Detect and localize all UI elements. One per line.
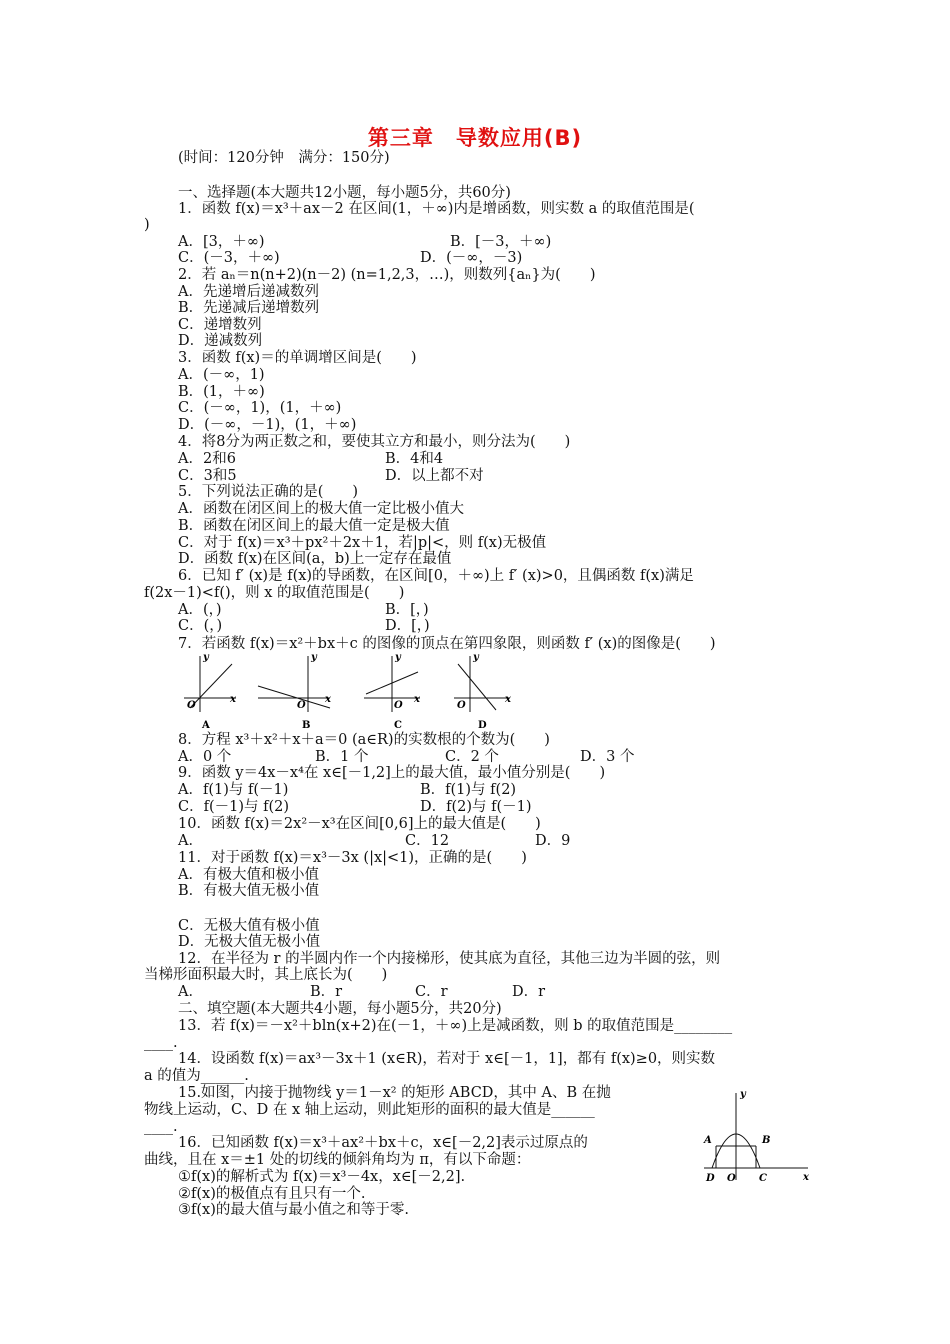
q14-stem-cont: a 的值为______.: [144, 1068, 249, 1084]
q9-option-b: B．f(1)与 f(2): [420, 782, 517, 798]
q7-b-x-label: x: [325, 694, 331, 705]
section-2-heading: 二、填空题(本大题共4小题，每小题5分，共20分): [178, 1001, 502, 1017]
page-title: 第三章 导数应用(B): [367, 126, 583, 150]
exam-meta: (时间：120分钟 满分：150分): [178, 150, 390, 166]
q7-d-origin: O: [457, 700, 466, 711]
q6-option-c: C．(，): [178, 618, 223, 634]
q15-label-c: C: [759, 1173, 767, 1184]
q1-option-d: D．(－∞，－3): [420, 250, 523, 266]
q9-option-a: A．f(1)与 f(－1): [178, 782, 289, 798]
q7-c-origin: O: [394, 700, 403, 711]
q9-stem: 9．函数 y＝4x－x⁴在 x∈[－1,2]上的最大值，最小值分别是( ): [178, 765, 606, 781]
q16-stem-cont: 曲线，且在 x＝±1 处的切线的倾斜角均为 π，有以下命题：: [144, 1152, 531, 1168]
q7-graph-d: [454, 652, 512, 731]
q15-stem: 15.如图，内接于抛物线 y＝1－x² 的矩形 ABCD，其中 A、B 在抛: [178, 1085, 611, 1101]
q7-graph-c: [364, 652, 421, 731]
q6-stem: 6．已知 f′ (x)是 f(x)的导函数，在区间[0，＋∞)上 f′ (x)>0，且偶函数 f(x)满足: [178, 568, 694, 584]
q6-option-d: D．[，): [385, 618, 430, 634]
q16-stem: 16．已知函数 f(x)＝x³＋ax²＋bx＋c，x∈[－2,2]表示过原点的: [178, 1135, 588, 1151]
q15-label-b: B: [762, 1135, 771, 1146]
q15-label-d: D: [706, 1173, 715, 1184]
q10-option-d: D．9: [535, 833, 571, 849]
q15-label-o: O: [727, 1173, 736, 1184]
q6-stem-cont: f(2x－1)<f()，则 x 的取值范围是( ): [144, 585, 405, 601]
q15-label-a: A: [704, 1135, 712, 1146]
q4-option-c: C．3和5: [178, 468, 237, 484]
q5-option-a: A．函数在闭区间上的极大值一定比极小值大: [178, 501, 464, 517]
q5-stem: 5．下列说法正确的是( ): [178, 484, 359, 500]
q6-option-b: B．[，): [385, 602, 429, 618]
q12-option-c: C．r: [415, 984, 448, 1000]
q7-graph-c-label: C: [394, 720, 402, 731]
q7-d-x-label: x: [505, 694, 511, 705]
q7-graph-a: [184, 652, 237, 731]
q11-stem: 11．对于函数 f(x)＝x³－3x (|x|<1)，正确的是( ): [178, 850, 527, 866]
q7-a-origin: O: [187, 700, 196, 711]
q9-option-d: D．f(2)与 f(－1): [420, 799, 532, 815]
q4-stem: 4．将8分为两正数之和，要使其立方和最小，则分法为( ): [178, 434, 571, 450]
q7-d-y-label: y: [473, 652, 479, 663]
q15-figure: [700, 1085, 815, 1185]
q1-stem: 1．函数 f(x)＝x³＋ax－2 在区间(1，＋∞)内是增函数，则实数 a 的取值范围是(: [178, 201, 695, 217]
q5-option-b: B．函数在闭区间上的最大值一定是极大值: [178, 518, 450, 534]
q3-option-a: A．(－∞，1): [178, 367, 265, 383]
q8-option-b: B．1 个: [315, 749, 369, 765]
q7-graph-b-label: B: [302, 720, 311, 731]
q3-option-b: B．(1，＋∞): [178, 384, 265, 400]
q4-option-d: D．以上都不对: [385, 468, 484, 484]
q15-label-y: y: [740, 1089, 746, 1100]
q8-option-a: A．0 个: [178, 749, 232, 765]
q10-option-a: A．: [178, 833, 203, 849]
q3-option-d: D．(－∞，－1)，(1，＋∞): [178, 417, 357, 433]
q7-a-y-label: y: [203, 652, 209, 663]
q8-stem: 8．方程 x³＋x²＋x＋a＝0 (a∈R)的实数根的个数为( ): [178, 732, 550, 748]
q11-option-d: D．无极大值无极小值: [178, 934, 321, 950]
q12-option-b: B．r: [310, 984, 343, 1000]
q16-proposition-1: ①f(x)的解析式为 f(x)＝x³－4x，x∈[－2,2].: [178, 1169, 466, 1185]
q7-a-x-label: x: [230, 694, 236, 705]
q1-stem-cont: ): [144, 217, 150, 233]
q15-label-x: x: [803, 1172, 809, 1183]
section-1-heading: 一、选择题(本大题共12小题，每小题5分，共60分): [178, 185, 511, 201]
q9-option-c: C．f(－1)与 f(2): [178, 799, 290, 815]
q4-option-b: B．4和4: [385, 451, 444, 467]
q7-graph-b: [258, 652, 332, 731]
q16-proposition-3: ③f(x)的最大值与最小值之和等于零.: [178, 1202, 409, 1218]
q7-graphs: [170, 650, 520, 732]
q2-option-b: B．先递减后递增数列: [178, 300, 320, 316]
q6-option-a: A．(，): [178, 602, 222, 618]
q3-stem: 3．函数 f(x)＝的单调增区间是( ): [178, 350, 417, 366]
q7-b-origin: O: [297, 700, 306, 711]
q12-stem-cont: 当梯形面积最大时，其上底长为( ): [144, 967, 388, 983]
q2-stem: 2．若 aₙ＝n(n+2)(n－2) (n=1,2,3，…)，则数列{aₙ}为( ): [178, 267, 596, 283]
q12-option-a: A．: [178, 984, 203, 1000]
q2-option-a: A．先递增后递减数列: [178, 284, 319, 300]
q5-option-c: C．对于 f(x)＝x³＋px²＋2x＋1，若|p|<，则 f(x)无极值: [178, 535, 547, 551]
q10-option-c: C．12: [405, 833, 450, 849]
q7-c-y-label: y: [395, 652, 401, 663]
q13-stem-cont: ____.: [144, 1035, 178, 1051]
q7-graph-d-label: D: [478, 720, 487, 731]
q15-stem-cont2: ____.: [144, 1119, 178, 1135]
q7-stem: 7．若函数 f(x)＝x²＋bx＋c 的图像的顶点在第四象限，则函数 f′ (x)的图像是( ): [178, 636, 716, 652]
q16-proposition-2: ②f(x)的极值点有且只有一个.: [178, 1186, 366, 1202]
q2-option-c: C．递增数列: [178, 317, 262, 333]
q15-stem-cont: 物线上运动，C、D 在 x 轴上运动，则此矩形的面积的最大值是______: [144, 1102, 595, 1118]
q2-option-d: D．递减数列: [178, 333, 263, 349]
q1-option-a: A．[3，＋∞): [178, 234, 265, 250]
q7-c-x-label: x: [414, 694, 420, 705]
q11-option-b: B．有极大值无极小值: [178, 883, 320, 899]
q3-option-c: C．(－∞，1)，(1，＋∞): [178, 400, 342, 416]
q8-option-c: C．2 个: [445, 749, 499, 765]
q10-stem: 10．函数 f(x)＝2x²－x³在区间[0,6]上的最大值是( ): [178, 816, 541, 832]
q5-option-d: D．函数 f(x)在区间(a，b)上一定存在最值: [178, 551, 452, 567]
q7-graph-a-label: A: [202, 720, 210, 731]
q7-b-y-label: y: [311, 652, 317, 663]
q13-stem: 13．若 f(x)＝－x²＋bln(x+2)在(－1，＋∞)上是减函数，则 b 的取值范围是________: [178, 1018, 733, 1034]
q14-stem: 14．设函数 f(x)＝ax³－3x＋1 (x∈R)，若对于 x∈[－1，1]，都有 f(x)≥0，则实数: [178, 1051, 716, 1067]
q4-option-a: A．2和6: [178, 451, 236, 467]
q1-option-c: C．(－3，＋∞): [178, 250, 280, 266]
q8-option-d: D．3 个: [580, 749, 635, 765]
q11-option-c: C．无极大值有极小值: [178, 918, 320, 934]
q11-option-a: A．有极大值和极小值: [178, 867, 319, 883]
q1-option-b: B．[－3，＋∞): [450, 234, 552, 250]
q12-option-d: D．r: [512, 984, 546, 1000]
q12-stem: 12．在半径为 r 的半圆内作一个内接梯形，使其底为直径，其他三边为半圆的弦，则: [178, 951, 721, 967]
